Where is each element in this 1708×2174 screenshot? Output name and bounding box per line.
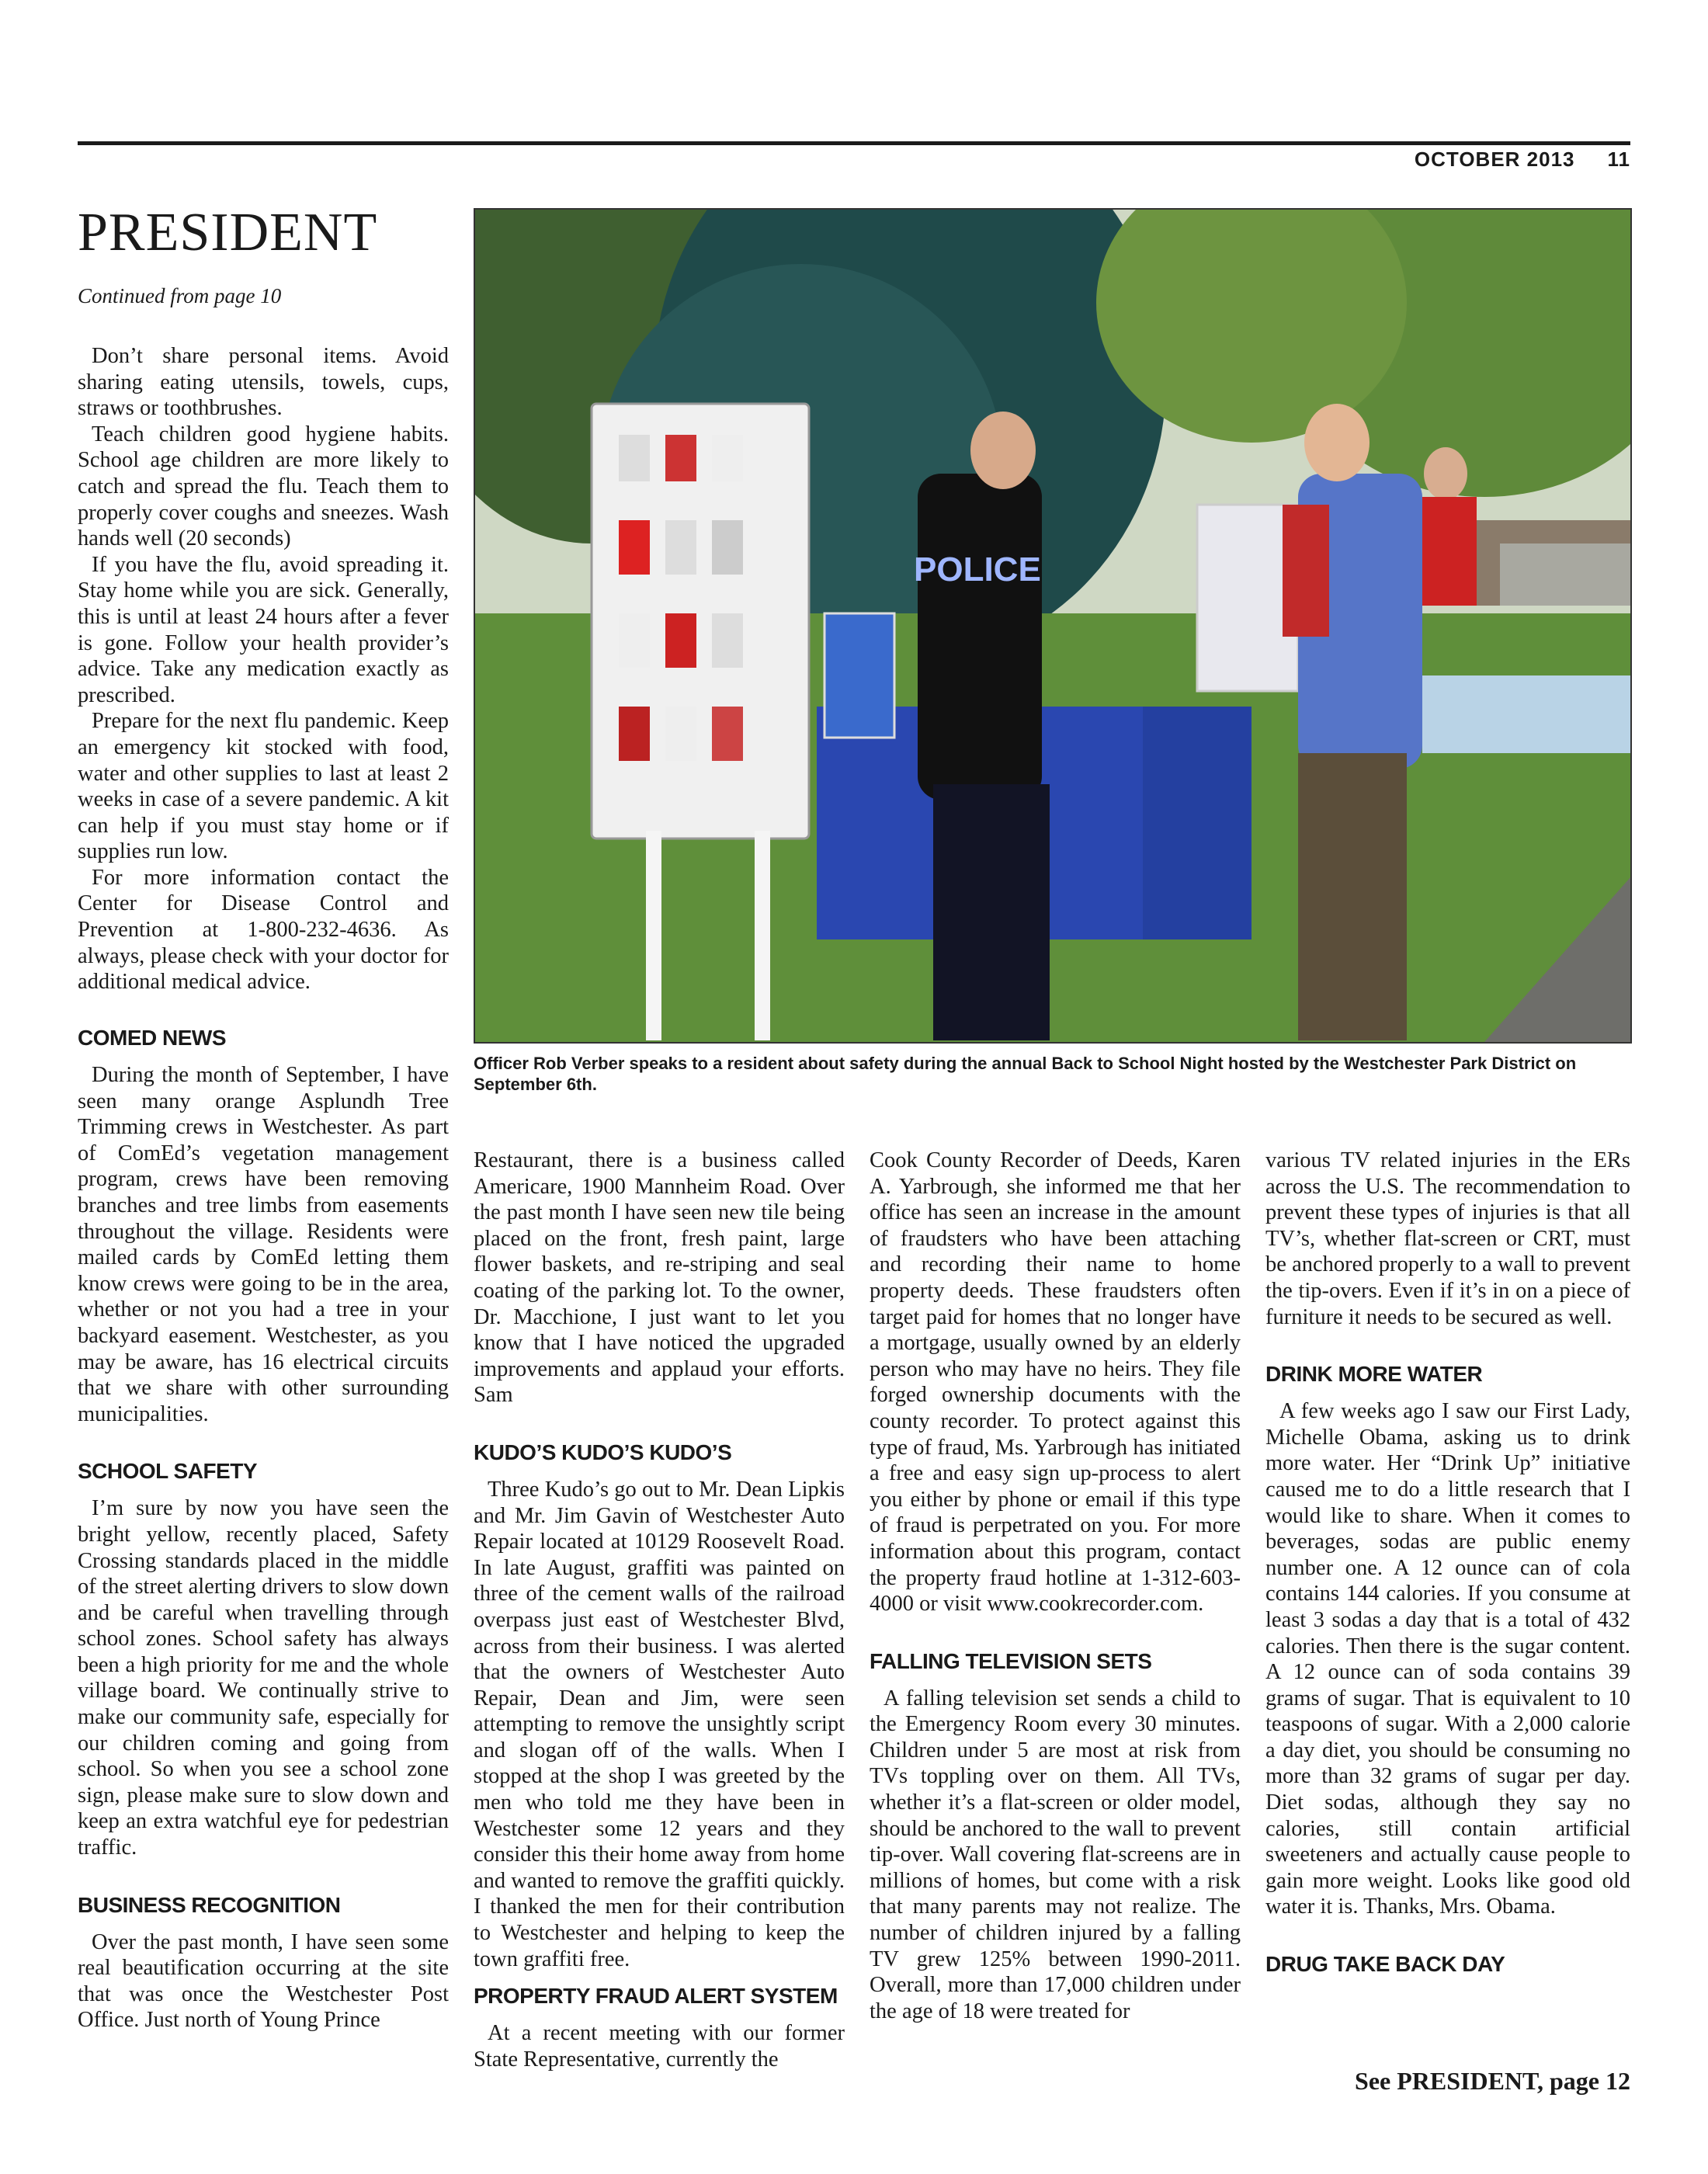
column-4 (1265, 1148, 1630, 1978)
paragraph: If you have the flu, avoid spreading it. Stay home while you are sick. Generally, this is until at least 24 hours after a fever is gone. Follow your health provider’s advice. Take any medication exactly as prescribed. (78, 552, 449, 707)
paragraph: various TV related injuries in the ERs across the U.S. The recommendation to prevent these types of injuries is that all TV’s, whether flat-screen or CRT, must be anchored properly to a wall to prevent the tip-overs. Even if it’s in on a piece of furniture it needs to be secured as well. (1265, 1148, 1630, 1329)
paragraph: Over the past month, I have seen some real beautification occurring at the site that was once the Westchester Post Office. Just north of Young Prince (78, 1929, 449, 2033)
article-photo (474, 208, 1632, 1044)
photo-illustration (475, 210, 1630, 1042)
paragraph: Prepare for the next flu pandemic. Keep an emergency kit stocked with food, water and other supplies to last at least 2 weeks in case of a severe pandemic. A kit can help if you must stay home or if supplies run low. (78, 709, 449, 864)
section-heading-comed: COMED NEWS (78, 1026, 226, 1050)
photo-caption: Officer Rob Verber speaks to a resident about safety during the annual Back to School Night hosted by the Westchester Park District on September 6th. (474, 1054, 1577, 1094)
paragraph: For more information contact the Center for Disease Control and Prevention at 1-800-232-4636. As always, please check with your doctor for additional medical advice. (78, 865, 449, 995)
paragraph: Cook County Recorder of Deeds, Karen A. Yarbrough, she informed me that her office has seen an increase in the amount of fraudsters who have been attaching and recording their name to home property deeds. These fraudsters often target paid for homes that no longer have a mortgage, usually owned by an elderly person who may have no heirs. They file forged ownership documents with the county recorder. To protect against this type of fraud, Ms. Yarbrough has initiated a free and easy sign up-process to alert you either by phone or email if this type of fraud is perpetrated on you. For more information about this program, contact the property fraud hotline at 1-312-603-4000 or visit www.cookrecorder.com. (870, 1148, 1241, 1617)
page-header (1415, 148, 1630, 172)
paragraph: A few weeks ago I saw our First Lady, Michelle Obama, asking us to drink more water. Her “Drink Up” initiative caused me to do a little research that I would like to share. When it comes to beverages, sodas are public enemy number one. A 12 ounce can of cola contains 144 calories. If you consume at least 3 sodas a day that is a total of 432 calories. Then there is the sugar content. A 12 ounce can of soda contains 39 grams of sugar. That is equivalent to 10 teaspoons of sugar. With a 2,000 calorie a day diet, you should be consuming no more than 32 grams of sugar per day. Diet sodas, although they say no calories, still contain artificial sweeteners and actually cause people to gain more weight. Looks like good old water it is. Thanks, Mrs. Obama. (1265, 1399, 1630, 1919)
continued-note: Continued from page 10 (78, 284, 282, 307)
section-heading-kudos: KUDO’S KUDO’S KUDO’S (474, 1439, 732, 1464)
column-1-bottom (78, 1025, 449, 2033)
section-heading-tv: FALLING TELEVISION SETS (870, 1648, 1152, 1673)
section-heading-drug: DRUG TAKE BACK DAY (1265, 1952, 1505, 1977)
continued-link: See PRESIDENT, page 12 (1355, 2067, 1630, 2095)
paragraph: At a recent meeting with our former State Representative, currently the (474, 2021, 845, 2072)
section-heading-school-safety: SCHOOL SAFETY (78, 1459, 258, 1484)
paragraph: I’m sure by now you have seen the bright yellow, recently placed, Safety Crossing standards placed in the middle of the street alerting drivers to slow down and be careful when travelling through school zones. School safety has always been a high priority for me and the whole village board. We continually strive to make our community safe, especially for our children coming and going from school. So when you see a school zone sign, please make sure to slow down and keep an extra watchful eye for pedestrian traffic. (78, 1496, 449, 1860)
column-1-top (78, 343, 449, 995)
paragraph: Three Kudo’s go out to Mr. Dean Lipkis and Mr. Jim Gavin of Westchester Auto Repair located at 10129 Roosevelt Road. In late August, graffiti was painted on three of the cement walls of the railroad overpass just east of Westchester Blvd, across from their business. I was alerted that the owners of Westchester Auto Repair, Dean and Jim, were seen attempting to remove the unsightly script and slogan off of the walls. When I stopped at the shop I was greeted by the men who told me they have been in Westchester some 12 years and they consider this their home away from home and wanted to remove the graffiti quickly. I thanked the men for their contribution to Westchester and helping to keep the town graffiti free. (474, 1477, 845, 1971)
paragraph: A falling television set sends a child to the Emergency Room every 30 minutes. Children under 5 are most at risk from TVs toppling over on them. All TVs, whether it’s a flat-screen or older model, should be anchored to the wall to prevent tip-over. Wall covering flat-screens are in millions of homes, but come with a risk that many parents may not realize. The number of children injured by a falling TV grew 125% between 1990-2011. Overall, more than 17,000 children under the age of 18 were treated for (870, 1686, 1241, 2023)
paragraph: Teach children good hygiene habits. School age children are more likely to catch and spread the flu. Teach them to properly cover coughs and sneezes. Wash hands well (20 seconds) (78, 422, 449, 551)
header-rule (78, 141, 1630, 145)
page-number: 11 (1607, 148, 1630, 171)
police-shirt-text: POLICE (914, 550, 1041, 589)
paragraph: Don’t share personal items. Avoid sharing eating utensils, towels, cups, straws or toothbrushes. (78, 344, 449, 421)
paragraph: During the month of September, I have seen many orange Asplundh Tree Trimming crews in Westchester. As part of ComEd’s vegetation management program, crews have been removing branches and tree limbs from easements throughout the village. Residents were mailed cards by ComEd letting them know crews were going to be in the area, whether or not you had a tree in your backyard easement. Westchester, as you may be aware, has 16 electrical circuits that we share with other surrounding municipalities. (78, 1063, 449, 1426)
section-heading-business: BUSINESS RECOGNITION (78, 1892, 341, 1917)
section-heading-fraud: PROPERTY FRAUD ALERT SYSTEM (474, 1984, 838, 2009)
column-2 (474, 1148, 845, 2072)
paragraph: Restaurant, there is a business called Americare, 1900 Mannheim Road. Over the past month I have seen new tile being placed on the front, fresh paint, large flower baskets, and re-striping and seal coating of the parking lot. To the owner, Dr. Macchione, I just want to let you know that I have noticed the upgraded improvements and applaud your efforts. Sam (474, 1148, 845, 1408)
section-heading-water: DRINK MORE WATER (1265, 1362, 1483, 1387)
issue-date: OCTOBER 2013 (1414, 148, 1575, 171)
article-title: PRESIDENT (78, 203, 378, 262)
column-3 (870, 1148, 1241, 2024)
